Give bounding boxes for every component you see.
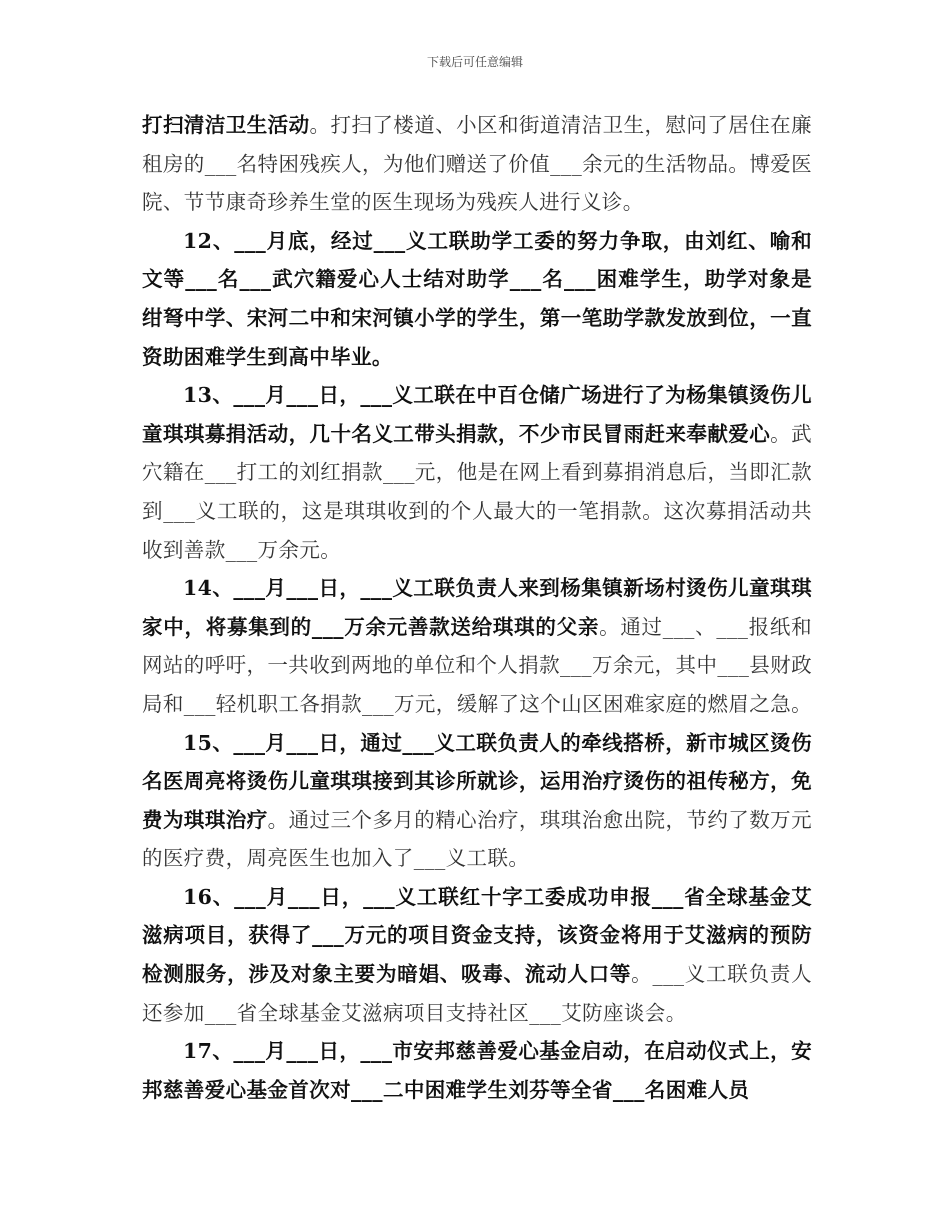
page-header: 下载后可任意编辑 [426,55,523,69]
paragraph-plain-text: 。通过___、___报纸和网站的呼吁，一共收到两地的单位和个人捐款___万余元，其中___县财政局和___轻机职工各捐款___万元，缓解了这个山区困难家庭的燃眉之急。 [142,614,812,716]
paragraph-item-15 [142,724,812,878]
paragraph-bold-text: 16、___月___日，___义工联红十字工委成功申报___省全球基金艾滋病项目，获得了___万元的项目资金支持，该资金将用于艾滋病的预防检测服务，涉及对象主要为暗娼、吸毒、流动人口等 [142,884,812,987]
paragraph-bold-text: 14、___月___日，___义工联负责人来到杨集镇新场村烫伤儿童琪琪家中，将募集到的___万余元善款送给琪琪的父亲 [142,576,812,639]
paragraph-item-16 [142,878,812,1032]
paragraph-bold-text: 12、___月底，经过___义工联助学工委的努力争取，由刘红、喻和文等___名___武穴籍爱心人士结对助学___名___困难学生，助学对象是绀弩中学、宋河二中和宋河镇小学的学生，第一笔助学款发放到位，一直资助困难学生到高中毕业。 [142,228,812,369]
paragraph-bold-text: 13、___月___日，___义工联在中百仓储广场进行了为杨集镇烫伤儿童琪琪募捐活动，几十名义工带头捐款，不少市民冒雨赶来奉献爱心 [142,383,812,446]
paragraph-plain-text: 。打扫了楼道、小区和街道清洁卫生，慰问了居住在廉租房的___名特困残疾人，为他们赠送了价值___余元的生活物品。博爱医院、节节康奇珍养生堂的医生现场为残疾人进行义诊。 [142,113,812,215]
paragraph-plain-text: 。武穴籍在___打工的刘红捐款___元，他是在网上看到募捐消息后，当即汇款到___义工联的，这是琪琪收到的个人最大的一笔捐款。这次募捐活动共收到善款___万余元。 [142,421,812,562]
paragraph-item-17 [142,1032,812,1109]
paragraph-item-12 [142,222,812,376]
paragraph-plain-text: 。通过三个多月的精心治疗，琪琪治愈出院，节约了数万元的医疗费，周亮医生也加入了___义工联。 [142,807,812,871]
paragraph-bold-text: 17、___月___日，___市安邦慈善爱心基金启动，在启动仪式上，安邦慈善爱心基金首次对___二中困难学生刘芬等全省___名困难人员 [142,1039,812,1102]
paragraph-plain-text: 。___义工联负责人还参加___省全球基金艾滋病项目支持社区___艾防座谈会。 [142,962,812,1025]
document-body [142,106,812,1109]
paragraph-bold-text: 打扫清洁卫生活动 [142,113,310,137]
paragraph-continued [142,106,812,222]
paragraph-item-14 [142,569,812,723]
paragraph-item-13 [142,376,812,569]
paragraph-bold-text: 15、___月___日，通过___义工联负责人的牵线搭桥，新市城区烫伤名医周亮将烫伤儿童琪琪接到其诊所就诊，运用治疗烫伤的祖传秘方，免费为琪琪治疗 [142,730,812,832]
